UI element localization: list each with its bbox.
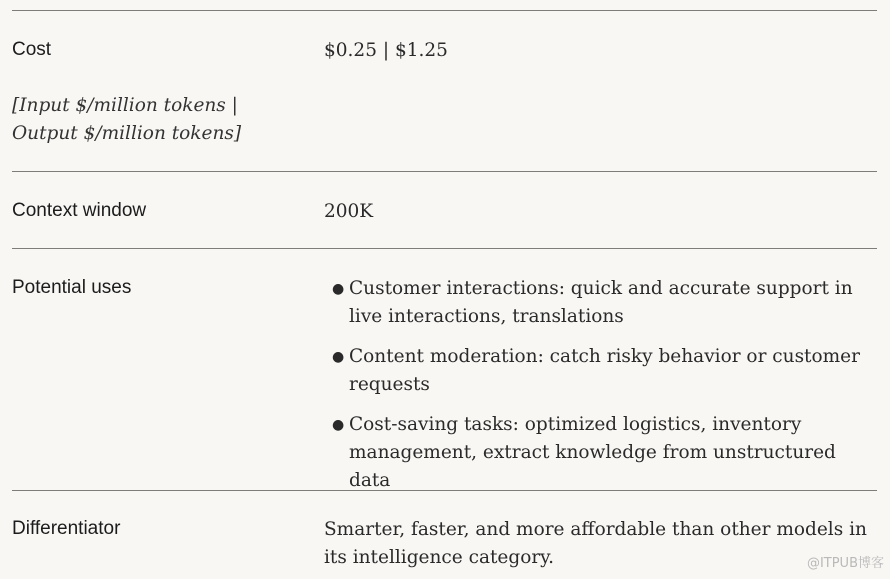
bullet-icon: ● — [332, 417, 345, 433]
use-line1: Content moderation: catch risky behavior or customer — [349, 346, 860, 367]
use-line2: live interactions, translations — [349, 306, 624, 327]
cost-value: $0.25 | $1.25 — [324, 40, 448, 61]
list-item — [330, 411, 880, 495]
potential-uses-label: Potential uses — [12, 277, 132, 298]
cost-label: Cost — [12, 39, 52, 60]
bullet-icon: ● — [332, 281, 345, 297]
row-potential-uses — [12, 248, 877, 490]
use-line2: management, extract knowledge from unstructured data — [349, 442, 836, 491]
differentiator-value — [324, 516, 867, 572]
cost-note-line2: Output $/million tokens] — [12, 123, 242, 144]
list-item — [330, 275, 880, 331]
list-item — [330, 343, 880, 399]
context-window-value: 200K — [324, 201, 374, 222]
cost-note-line1: [Input $/million tokens | — [12, 95, 238, 116]
differentiator-label: Differentiator — [12, 518, 121, 539]
use-line1: Customer interactions: quick and accurate support in — [349, 278, 853, 299]
watermark: @ITPUB博客 — [806, 556, 884, 571]
bullet-icon: ● — [332, 349, 345, 365]
model-spec-table — [12, 10, 877, 579]
row-context-window — [12, 171, 877, 248]
use-line2: requests — [349, 374, 430, 395]
context-window-label: Context window — [12, 200, 147, 221]
row-cost — [12, 10, 877, 171]
differentiator-line2: its intelligence category. — [324, 547, 555, 568]
differentiator-line1: Smarter, faster, and more affordable than other models in — [324, 519, 867, 540]
row-differentiator — [12, 490, 877, 579]
potential-uses-list — [330, 275, 880, 507]
use-line1: Cost-saving tasks: optimized logistics, inventory — [349, 414, 802, 435]
